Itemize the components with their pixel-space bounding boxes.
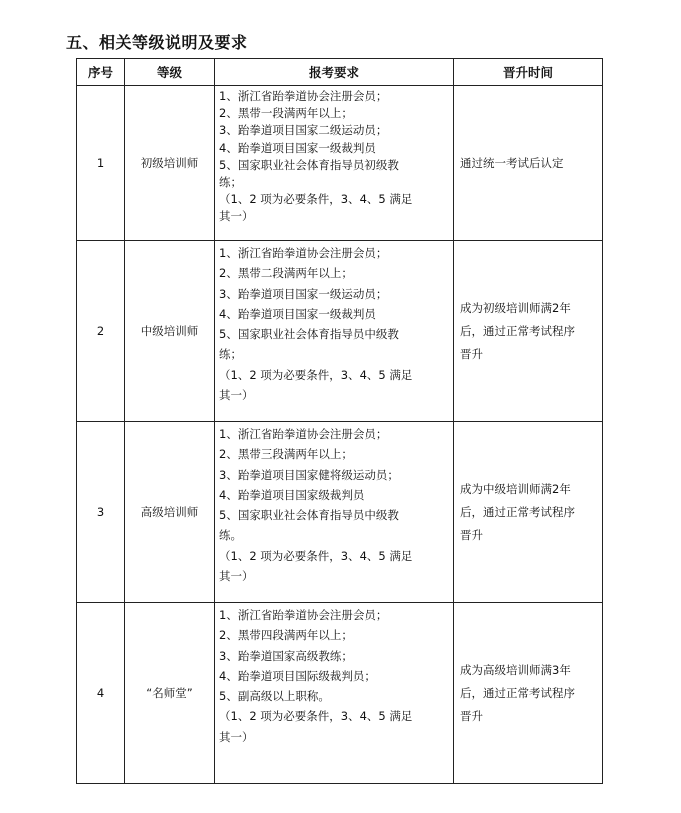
promotion-line: 后，通过正常考试程序 xyxy=(460,323,575,338)
requirement-line: 其一） xyxy=(219,729,254,744)
promotion-line: 成为初级培训师满2年 xyxy=(460,300,571,315)
requirement-line: 4、跆拳道项目国际级裁判员； xyxy=(219,668,376,683)
table-row xyxy=(77,422,603,603)
promotion-line: 成为高级培训师满3年 xyxy=(460,662,571,677)
requirement-line: （1、2 项为必要条件，3、4、5 满足 xyxy=(219,367,413,382)
requirement-line: 其一） xyxy=(219,388,254,403)
row-level: 初级培训师 xyxy=(125,86,215,241)
row-number: 1 xyxy=(77,86,125,241)
row-promotion-time xyxy=(454,603,603,784)
requirement-line: 练。 xyxy=(219,528,242,543)
row-requirements xyxy=(215,422,454,603)
promotion-line: 后，通过正常考试程序 xyxy=(460,504,575,519)
header-level: 等级 xyxy=(125,59,215,86)
promotion-line: 晋升 xyxy=(460,527,483,542)
requirement-line: 3、跆拳道国家高级教练； xyxy=(219,648,353,663)
requirement-line: 练； xyxy=(219,175,242,190)
row-number: 4 xyxy=(77,603,125,784)
requirement-line: 3、跆拳道项目国家一级运动员； xyxy=(219,286,388,301)
requirement-line: 5、国家职业社会体育指导员中级教 xyxy=(219,508,399,523)
requirement-line: 3、跆拳道项目国家健将级运动员； xyxy=(219,467,399,482)
row-number: 2 xyxy=(77,241,125,422)
table-row xyxy=(77,241,603,422)
requirement-line: （1、2 项为必要条件，3、4、5 满足 xyxy=(219,709,413,724)
requirement-line: 4、跆拳道项目国家一级裁判员 xyxy=(219,306,376,321)
row-promotion-time xyxy=(454,422,603,603)
row-number: 3 xyxy=(77,422,125,603)
promotion-line: 晋升 xyxy=(460,346,483,361)
row-level: 高级培训师 xyxy=(125,422,215,603)
promotion-line: 成为中级培训师满2年 xyxy=(460,481,571,496)
row-requirements xyxy=(215,86,454,241)
promotion-line: 通过统一考试后认定 xyxy=(460,155,564,170)
requirement-line: 其一） xyxy=(219,569,254,584)
requirement-line: 4、跆拳道项目国家一级裁判员 xyxy=(219,140,376,155)
requirement-line: 1、浙江省跆拳道协会注册会员； xyxy=(219,89,388,103)
requirement-line: 4、跆拳道项目国家级裁判员 xyxy=(219,487,365,502)
promotion-line: 后，通过正常考试程序 xyxy=(460,685,575,700)
requirement-line: 其一） xyxy=(219,209,254,224)
row-level: 中级培训师 xyxy=(125,241,215,422)
requirement-line: 5、副高级以上职称。 xyxy=(219,689,330,704)
section-heading: 五、相关等级说明及要求 xyxy=(66,33,248,52)
requirement-line: 2、黑带三段满两年以上； xyxy=(219,447,353,462)
header-promotion-time: 晋升时间 xyxy=(454,59,603,86)
requirement-line: （1、2 项为必要条件，3、4、5 满足 xyxy=(219,548,413,563)
requirement-line: （1、2 项为必要条件，3、4、5 满足 xyxy=(219,192,413,207)
requirement-line: 练； xyxy=(219,347,242,362)
requirement-line: 1、浙江省跆拳道协会注册会员； xyxy=(219,608,388,622)
row-promotion-time xyxy=(454,241,603,422)
row-level: “名师堂” xyxy=(125,603,215,784)
requirement-line: 2、黑带四段满两年以上； xyxy=(219,628,353,643)
table-row xyxy=(77,86,603,241)
table-row xyxy=(77,603,603,784)
table-header-row xyxy=(77,59,603,86)
header-requirements: 报考要求 xyxy=(215,59,454,86)
row-requirements xyxy=(215,603,454,784)
requirement-line: 1、浙江省跆拳道协会注册会员； xyxy=(219,246,388,260)
requirement-line: 5、国家职业社会体育指导员中级教 xyxy=(219,327,399,342)
requirement-line: 3、跆拳道项目国家二级运动员； xyxy=(219,123,388,138)
row-promotion-time xyxy=(454,86,603,241)
requirement-line: 1、浙江省跆拳道协会注册会员； xyxy=(219,427,388,441)
requirement-line: 5、国家职业社会体育指导员初级教 xyxy=(219,157,399,172)
requirement-line: 2、黑带二段满两年以上； xyxy=(219,266,353,281)
header-number: 序号 xyxy=(77,59,125,86)
promotion-line: 晋升 xyxy=(460,708,483,723)
row-requirements xyxy=(215,241,454,422)
requirement-line: 2、黑带一段满两年以上； xyxy=(219,106,353,121)
level-requirements-table xyxy=(76,58,603,784)
